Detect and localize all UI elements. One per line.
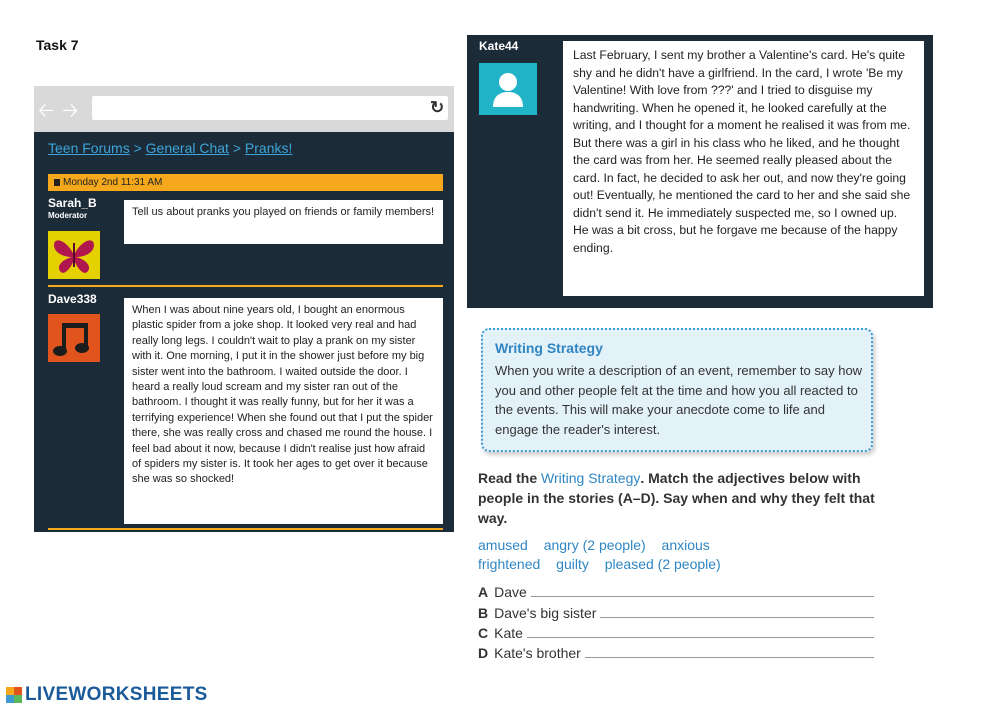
instructions-text: . Match the adjectives below with people in the stories (A–D). Say when and why they felt that way. [478, 470, 875, 526]
breadcrumb-general-chat[interactable]: General Chat [145, 140, 229, 156]
breadcrumb-separator: > [129, 140, 146, 156]
adjective: frightened [478, 556, 541, 572]
back-arrow-icon[interactable]: 🡠 [38, 100, 55, 122]
calendar-icon [54, 179, 60, 186]
answer-input-line[interactable] [585, 656, 874, 658]
post-date-bar [48, 174, 443, 191]
writing-strategy-text: When you write a description of an event, remember to say how you and other people felt at the time and how you all reacted to the events. This will make your anecdote come to life and engage the reader's interest. [495, 363, 863, 437]
breadcrumb-pranks[interactable]: Pranks! [244, 140, 293, 156]
browser-toolbar [34, 86, 454, 132]
sarah-post-text: Tell us about pranks you played on friends or family members! [124, 200, 443, 244]
adjective-row [478, 537, 722, 553]
answer-input-line[interactable] [600, 616, 874, 618]
adjective: pleased (2 people) [604, 556, 721, 572]
butterfly-icon [48, 231, 100, 279]
breadcrumb [48, 140, 292, 156]
answer-letter: D [478, 645, 489, 661]
logo-text: LIVEWORKSHEETS [25, 684, 208, 705]
answer-row-d [478, 643, 874, 661]
sarah-role-badge: Moderator [48, 211, 88, 220]
dave-post-text: When I was about nine years old, I bought an enormous plastic spider from a joke shop. It looked very real and had really long legs. I couldn't wait to play a prank on my sister with it. One morning, I put it in the shower just before my big sister went into the bathroom. I waited outside the door. I heard a really loud scream and my sister ran out of the bathroom. I thought it was really funny, but for her it was a terrifying experience! When she found out that I put the spider there, she was really cross and chased me round the house. I feel bad about it now, because I didn't realise just how afraid of spiders my sister is. It took her ages to get over it because she was so shocked! [124, 298, 443, 524]
task-title: Task 7 [36, 37, 79, 53]
answer-input-line[interactable] [527, 636, 874, 638]
adjective: guilty [556, 556, 589, 572]
dave-username[interactable]: Dave338 [48, 292, 97, 306]
sarah-username[interactable]: Sarah_B [48, 196, 97, 210]
adjective: amused [478, 537, 528, 553]
answer-row-a [478, 582, 874, 600]
user-silhouette-icon [479, 63, 537, 115]
forward-arrow-icon[interactable]: 🡢 [62, 100, 79, 122]
answer-person: Kate's brother [494, 645, 581, 661]
forum-browser-window [34, 86, 454, 532]
music-note-icon [48, 314, 100, 362]
answer-letter: B [478, 605, 489, 621]
writing-strategy-box [481, 328, 873, 452]
kate-username[interactable]: Kate44 [479, 39, 519, 53]
answer-person: Kate [494, 625, 523, 641]
post-divider [48, 528, 443, 530]
writing-strategy-title: Writing Strategy [495, 340, 603, 356]
adjective: anxious [661, 537, 710, 553]
breadcrumb-separator: > [228, 140, 245, 156]
answer-person: Dave [494, 584, 527, 600]
address-bar[interactable] [92, 96, 448, 120]
liveworksheets-logo[interactable] [6, 684, 208, 706]
answer-row-b [478, 603, 874, 621]
answer-letter: A [478, 584, 489, 600]
answer-letter: C [478, 625, 489, 641]
adjective-row [478, 556, 733, 572]
answer-input-line[interactable] [531, 595, 874, 597]
kate-post-text: Last February, I sent my brother a Valentine's card. He's quite shy and he didn't have a girlfriend. In the card, I wrote 'Be my Valentine! With love from ???' and I tried to disguise my handwriting. When he opened it, he looked carefully at the writing, and I thought for a moment he realised it was from me. But there was a girl in his class who he liked, and he thought the card was from her. He seemed really pleased about the card. In fact, he decided to ask her out, and now they're going out! Eventually, he mentioned the card to her and she said she didn't send it. He immediately suspected me, so I owned up. He was a bit cross, but he forgave me because of the happy ending. [563, 41, 924, 296]
post-date: Monday 2nd 11:31 AM [63, 177, 163, 188]
breadcrumb-teen-forums[interactable]: Teen Forums [48, 140, 130, 156]
adjective: angry (2 people) [543, 537, 646, 553]
instructions-text: Read the [478, 470, 542, 486]
task-instructions [478, 468, 878, 528]
refresh-icon[interactable]: ↻ [430, 98, 445, 117]
kate-post-panel [467, 35, 933, 308]
answer-row-c [478, 623, 874, 641]
post-divider [48, 285, 443, 287]
instructions-highlight: Writing Strategy [541, 470, 641, 486]
answer-person: Dave's big sister [494, 605, 597, 621]
logo-mark-icon [6, 687, 22, 703]
